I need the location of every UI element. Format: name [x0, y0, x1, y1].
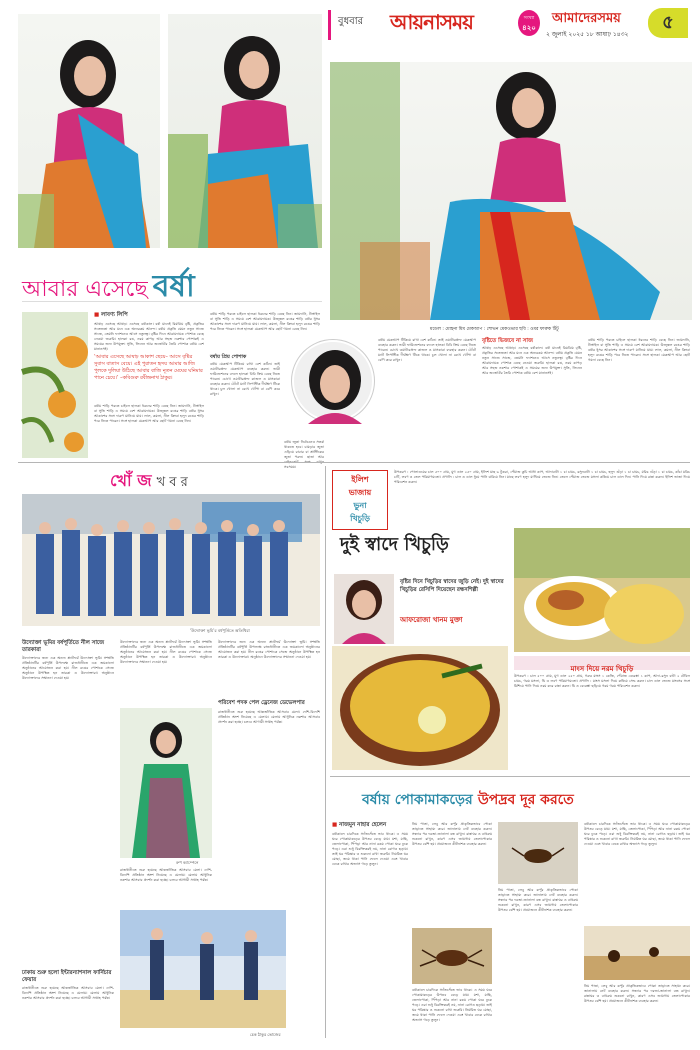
event-photo	[22, 494, 320, 626]
fashion-body-6: বর্ষায় মেকআপ টিকিয়ে রাখা বেশ কঠিন। তাই ওয়াটারপ্রুফ মেকআপ ব্যবহার করুন। ভারী ফাউন্ডেশনের বদলে হালকা বিবি ক্রিম বেছে নিতে পারেন। চোখে ওয়াটারপ্রুফ কাজল ও মাসকারা ব্যবহার করুন। ঠোঁটে ম্যাট লিপস্টিক দীর্ঘক্ষণ টিকে থাকে। চুল খোলা না রেখে খোঁপা বা বেণি করে রাখুন।	[378, 338, 476, 362]
insects-body-6: নিম পাতা, লেবু আর কর্পূর প্রাকৃতিকভাবে পোকা তাড়াতে সাহায্য করে। জানালায় নেট ব্যবহার করুন। সন্ধ্যার পর দরজা-জানালা বন্ধ রাখুন। রান্নাঘর ও বাথরুম শুকনো রাখুন, কারণ এসব জায়গায় তেলাপোকার উপদ্রব বেশি হয়। প্রয়োজনে কীটনাশক ব্যবহার করুন।	[584, 984, 690, 1003]
news-model-caption: রুপ ক্যাম্পেনে	[176, 860, 199, 865]
model-photo-main	[330, 62, 692, 320]
flower-art	[22, 312, 88, 458]
insects-body-5: বর্ষাকালে চারদিকে স্যাঁতসেঁতে ভাব থাকে। এ সময় ঘরে পোকামাকড়ের উপদ্রব বেড়ে যায়। মশা, মাছি, তেলাপোকা, পিঁপড়া আর নানা রকম পোকা ঘরে ঢুকে পড়ে। এরা শুধু বিরক্তিকরই নয়, নানা রোগও ছড়ায়। তাই ঘর পরিষ্কার ও শুকনো রাখা জরুরি। নিয়মিত ঘর মোছা, জমে থাকা পানি ফেলে দেওয়া এবং খাবার ঢেকে রাখার অভ্যাস গড়ে তুলুন।	[584, 822, 690, 846]
news-body-3: রাজধানীতে শুরু হয়েছে আন্তর্জাতিক আসবাব মেলা। দেশি-বিদেশি প্রতিষ্ঠান অংশ নিয়েছে এ মেলায়। মেলায় আধুনিক নকশার আসবাব প্রদর্শন করা হচ্ছে। চলবে আগামী সপ্তাহ পর্যন্ত।	[120, 868, 212, 882]
insects-photo-1	[412, 928, 492, 984]
news-headline-1: উদ্যোক্তা ভূমির বর্ষপূর্তিতে নীল সাজে তারকারা	[22, 640, 105, 653]
fashion-body-4: বর্ষায় মেকআপ টিকিয়ে রাখা বেশ কঠিন। তাই ওয়াটারপ্রুফ মেকআপ ব্যবহার করুন। ভারী ফাউন্ডেশনের বদলে হালকা বিবি ক্রিম বেছে নিতে পারেন। চোখে ওয়াটারপ্রুফ কাজল ও মাসকারা ব্যবহার করুন। ঠোঁটে ম্যাট লিপস্টিক দীর্ঘক্ষণ টিকে থাকে। চুল খোলা না রেখে খোঁপা বা বেণি করে রাখুন।	[210, 362, 280, 396]
header-accent-bar	[328, 10, 331, 40]
insects-body-4: নিম পাতা, লেবু আর কর্পূর প্রাকৃতিকভাবে পোকা তাড়াতে সাহায্য করে। জানালায় নেট ব্যবহার করুন। সন্ধ্যার পর দরজা-জানালা বন্ধ রাখুন। রান্নাঘর ও বাথরুম শুকনো রাখুন, কারণ এসব জায়গায় তেলাপোকার উপদ্রব বেশি হয়। প্রয়োজনে কীটনাশক ব্যবহার করুন।	[498, 888, 578, 912]
column-divider	[325, 466, 326, 1038]
khichuri-recipe-1: উপকরণ : পোলাওয়ের চাল ৫০০ গ্রাম, মুগ ডাল ২৫০ গ্রাম, ইলিশ মাছ ৬ টুকরা, পেঁয়াজ কুচি আধা কাপ, আদাবাটা ১ চা চামচ, রসুনবাটা ১ চা চামচ, হলুদ গুঁড়া ১ চা চামচ, মরিচ গুঁড়া ১ চা চামচ, কাঁচা মরিচ ৮টি, লবণ ও তেল পরিমাণমতো। প্রণালি : চাল ও ডাল ধুয়ে পানি ঝরিয়ে নিন। মাছে লবণ হলুদ মাখিয়ে ভেজে নিন। তেলে পেঁয়াজ ভেজে মসলা কষিয়ে চাল ডাল দিন। পানি দিয়ে রান্না করুন। ইলিশ ভাজা দিয়ে পরিবেশন করুন।	[394, 470, 690, 484]
byline-bullet-icon: ■	[94, 312, 100, 318]
page-header	[328, 8, 690, 46]
fashion-quote: ‘আবার এসেছে আষাঢ় আকাশ ছেয়ে– আসে বৃষ্টির সুবাস বাতাস বেয়ে। এই পুরাতন হৃদয় আমার আজি পুলকে দুলিয়া উঠিছে আবার বাজি নূতন মেঘের ঘনিমার পানে চেয়ে।’ –কবিগুরু রবীন্দ্রনাথ ঠাকুর।	[94, 354, 203, 381]
insects-body-2: নিম পাতা, লেবু আর কর্পূর প্রাকৃতিকভাবে পোকা তাড়াতে সাহায্য করে। জানালায় নেট ব্যবহার করুন। সন্ধ্যার পর দরজা-জানালা বন্ধ রাখুন। রান্নাঘর ও বাথরুম শুকনো রাখুন, কারণ এসব জায়গায় তেলাপোকার উপদ্রব বেশি হয়। প্রয়োজনে কীটনাশক ব্যবহার করুন।	[412, 822, 492, 846]
fashion-subhead: বর্ষায় প্রিয় পোশাক	[210, 354, 247, 360]
insects-photo-3	[584, 926, 690, 980]
khichuri-side-tag	[332, 470, 388, 530]
side-tag-line-4: খিচুড়ি	[350, 514, 370, 523]
khichuri-photo-top	[514, 528, 690, 652]
news-event-art	[120, 910, 286, 1028]
page-number-badge	[648, 8, 688, 38]
fashion-body-1: আষাঢ় এসেছে আষাঢ়। এসেছে বর্ষাকাল। বর্ষা মানেই রিমঝিম বৃষ্টি, প্রকৃতির সতেজতা আর মনে এক অন্যরকম আনন্দ। বর্ষায় প্রকৃতি যেমন নতুন সাজে সাজে, তেমনি ফ্যাশনেও আসে নতুনত্ব। বৃষ্টির দিনে আরামদায়ক পোশাক বেছে নেওয়া জরুরি। হালকা রঙ, নরম কাপড় আর সহজ নকশার পোশাকই এ সময়ের জন্য উপযুক্ত। সুতি, লিনেন আর জর্জেটের তৈরি পোশাক বর্ষায় বেশ মানানসই।	[94, 322, 204, 351]
khichuri-subhead	[514, 656, 690, 673]
fashion-body-8: বর্ষায় শাড়ি পরতে চাইলে হালকা ধরনের শাড়ি বেছে নিন। জামদানি, টাঙ্গাইল বা সুতি শাড়ি এ সময়ে বেশ আরামদায়ক। উজ্জ্বল রঙের শাড়ি বর্ষার ধূসর আকাশের সঙ্গে দারুণ মানিয়ে যায়। লাল, কমলা, নীল কিংবা হলুদ রঙের শাড়ি পরে নিতে পারেন। সঙ্গে হালকা মেকআপ আর ছোট গয়না বেছে নিন।	[588, 338, 690, 362]
news-headline-2: ঢাকায় শুরু হলো ইন্টারন্যাশনাল ফার্নিচার ফেয়ার	[22, 970, 112, 983]
issue-badge	[518, 10, 540, 36]
photo-credits: মডেল : মোহনা মিম মেকআপ : শোভন মেকওভার ছবি : ওমর ফারুক টিটু	[430, 327, 559, 332]
side-tag-line-2: ভাজায়	[348, 488, 372, 497]
model-photo-1-art	[18, 14, 160, 248]
fashion-body-7: আষাঢ় এসেছে আষাঢ়। এসেছে বর্ষাকাল। বর্ষা মানেই রিমঝিম বৃষ্টি, প্রকৃতির সতেজতা আর মনে এক অন্যরকম আনন্দ। বর্ষায় প্রকৃতি যেমন নতুন সাজে সাজে, তেমনি ফ্যাশনেও আসে নতুনত্ব। বৃষ্টির দিনে আরামদায়ক পোশাক বেছে নেওয়া জরুরি। হালকা রঙ, নরম কাপড় আর সহজ নকশার পোশাকই এ সময়ের জন্য উপযুক্ত। সুতি, লিনেন আর জর্জেটের তৈরি পোশাক বর্ষায় বেশ মানানসই।	[482, 346, 582, 375]
news-event-photo	[120, 910, 286, 1028]
issue-number: ৪২০	[522, 24, 536, 32]
author-art	[334, 574, 394, 644]
news-section-header	[110, 468, 188, 495]
model-portrait-circle	[292, 340, 374, 422]
khichuri-photo-main	[332, 646, 508, 770]
khichuri-recipe-2: উপকরণ : চাল ৫০০ গ্রাম, মুগ ডাল ২৫০ গ্রাম, গরুর মাংস ১ কেজি, পেঁয়াজ বেরেস্তা ১ কাপ, আদা-রসুন বাটা ২ টেবিল চামচ, গরম মসলা, ঘি ও লবণ পরিমাণমতো। প্রণালি : মাংস মসলা দিয়ে কষিয়ে সেদ্ধ করুন। চাল ডাল ভেজে মাংসের সঙ্গে মিশিয়ে পানি দিয়ে নরম করে রান্না করুন। ঘি ও বেরেস্তা ছড়িয়ে গরম গরম পরিবেশন করুন।	[514, 674, 690, 688]
header-date: ২ জুলাই ২০২৫ ১৮ আষাঢ় ১৪৩২	[546, 31, 629, 38]
author-photo	[334, 574, 394, 644]
fashion-headline-part1: আবার এসেছে	[22, 277, 148, 302]
header-weekday: বুধবার	[338, 16, 364, 27]
insects-photo-2	[498, 822, 578, 884]
news-body-2: উদ্যোক্তাদের জন্য এক অনন্য প্ল্যাটফর্ম উদ্যোক্তা ভূমি। সম্প্রতি প্রতিষ্ঠানটির বর্ষপূর্তি উপলক্ষে রাজধানীতে এক জমকালো অনুষ্ঠানের আয়োজন করা হয়। নীল রঙের পোশাকে সেজে অনুষ্ঠানে উপস্থিত হন তারকা ও উদ্যোক্তারা। অনুষ্ঠানে উদ্যোক্তাদের সম্মাননা দেওয়া হয়।	[120, 640, 212, 664]
model-photo-2	[168, 14, 322, 248]
event-photo-caption: ‘উদ্যোক্তা ভূমি’র বর্ষপূর্তিতে অতিথিরা	[190, 628, 250, 633]
news-model-photo	[120, 708, 212, 858]
khichuri-main-art	[332, 646, 508, 770]
insects-body-3: বর্ষাকালে চারদিকে স্যাঁতসেঁতে ভাব থাকে। এ সময় ঘরে পোকামাকড়ের উপদ্রব বেড়ে যায়। মশা, মাছি, তেলাপোকা, পিঁপড়া আর নানা রকম পোকা ঘরে ঢুকে পড়ে। এরা শুধু বিরক্তিকরই নয়, নানা রোগও ছড়ায়। তাই ঘর পরিষ্কার ও শুকনো রাখা জরুরি। নিয়মিত ঘর মোছা, জমে থাকা পানি ফেলে দেওয়া এবং খাবার ঢেকে রাখার অভ্যাস গড়ে তুলুন।	[412, 988, 492, 1022]
news-header-part2: খ ব র	[156, 475, 188, 490]
event-photo-art	[22, 494, 320, 626]
insects-body-1: বর্ষাকালে চারদিকে স্যাঁতসেঁতে ভাব থাকে। এ সময় ঘরে পোকামাকড়ের উপদ্রব বেড়ে যায়। মশা, মাছি, তেলাপোকা, পিঁপড়া আর নানা রকম পোকা ঘরে ঢুকে পড়ে। এরা শুধু বিরক্তিকরই নয়, নানা রোগও ছড়ায়। তাই ঘর পরিষ্কার ও শুকনো রাখা জরুরি। নিয়মিত ঘর মোছা, জমে থাকা পানি ফেলে দেওয়া এবং খাবার ঢেকে রাখার অভ্যাস গড়ে তুলুন।	[332, 832, 408, 866]
news-body-4: উদ্যোক্তাদের জন্য এক অনন্য প্ল্যাটফর্ম উদ্যোক্তা ভূমি। সম্প্রতি প্রতিষ্ঠানটির বর্ষপূর্তি উপলক্ষে রাজধানীতে এক জমকালো অনুষ্ঠানের আয়োজন করা হয়। নীল রঙের পোশাকে সেজে অনুষ্ঠানে উপস্থিত হন তারকা ও উদ্যোক্তারা। অনুষ্ঠানে উদ্যোক্তাদের সম্মাননা দেওয়া হয়।	[218, 640, 320, 659]
page-number: ৫	[662, 12, 674, 33]
news-headline-4: পরিবেশ পদক পেল ড্রেনেজ ডেভেলপার	[218, 700, 305, 706]
insects-headline-part2: উপদ্রব দূর করতে	[477, 792, 574, 808]
news-model-art	[120, 708, 212, 858]
insects-byline-bullet-icon: ■	[332, 822, 338, 828]
fashion-body-2: বর্ষায় শাড়ি পরতে চাইলে হালকা ধরনের শাড়ি বেছে নিন। জামদানি, টাঙ্গাইল বা সুতি শাড়ি এ সময়ে বেশ আরামদায়ক। উজ্জ্বল রঙের শাড়ি বর্ষার ধূসর আকাশের সঙ্গে দারুণ মানিয়ে যায়। লাল, কমলা, নীল কিংবা হলুদ রঙের শাড়ি পরে নিতে পারেন। সঙ্গে হালকা মেকআপ আর ছোট গয়না বেছে নিন।	[94, 404, 204, 423]
khichuri-author: আফরোজা খানম মুক্তা	[400, 616, 463, 624]
section-divider-1	[18, 462, 690, 463]
model-photo-2-art	[168, 14, 322, 248]
issue-label: সংখ্যা	[523, 16, 535, 21]
fashion-subhead-2: বৃষ্টিতে ভিজবে না সাজ	[482, 338, 533, 344]
insects-art-3	[584, 926, 690, 980]
model-photo-1	[18, 14, 160, 248]
fashion-headline	[22, 262, 322, 302]
news-body-1: উদ্যোক্তাদের জন্য এক অনন্য প্ল্যাটফর্ম উদ্যোক্তা ভূমি। সম্প্রতি প্রতিষ্ঠানটির বর্ষপূর্তি উপলক্ষে রাজধানীতে এক জমকালো অনুষ্ঠানের আয়োজন করা হয়। নীল রঙের পোশাকে সেজে অনুষ্ঠানে উপস্থিত হন তারকা ও উদ্যোক্তারা। অনুষ্ঠানে উদ্যোক্তাদের সম্মাননা দেওয়া হয়।	[22, 656, 114, 680]
khichuri-top-art	[514, 528, 690, 652]
insects-headline	[362, 788, 574, 812]
fashion-body-3: বর্ষায় শাড়ি পরতে চাইলে হালকা ধরনের শাড়ি বেছে নিন। জামদানি, টাঙ্গাইল বা সুতি শাড়ি এ সময়ে বেশ আরামদায়ক। উজ্জ্বল রঙের শাড়ি বর্ষার ধূসর আকাশের সঙ্গে দারুণ মানিয়ে যায়। লাল, কমলা, নীল কিংবা হলুদ রঙের শাড়ি পরে নিতে পারেন। সঙ্গে হালকা মেকআপ আর ছোট গয়না বেছে নিন।	[210, 312, 320, 331]
byline-name: লাবণ্য লিপি	[101, 312, 128, 318]
news-header-part1: খোঁ জ	[110, 471, 152, 490]
portrait-art	[294, 342, 376, 424]
paper-name-logo: আয়নাসময়	[390, 10, 473, 34]
insects-byline	[332, 822, 386, 830]
insects-byline-name: নাজমুন নাহার হেলেন	[339, 822, 387, 828]
fashion-byline	[94, 312, 128, 320]
cockroach-art	[412, 928, 492, 984]
side-tag-line-1: ইলিশ	[351, 475, 369, 484]
khichuri-intro: বৃষ্টির দিনে খিচুড়ির স্বাদের জুড়ি নেই। দুই স্বাদের খিচুড়ির রেসিপি দিয়েছেন রন্ধনশিল্পী	[400, 579, 504, 593]
khichuri-subhead-text: মাংস দিয়ে নরম খিচুড়ি	[570, 665, 634, 673]
news-body-6: রাজধানীতে শুরু হয়েছে আন্তর্জাতিক আসবাব মেলা। দেশি-বিদেশি প্রতিষ্ঠান অংশ নিয়েছে এ মেলায়। মেলায় আধুনিক নকশার আসবাব প্রদর্শন করা হচ্ছে। চলবে আগামী সপ্তাহ পর্যন্ত।	[22, 986, 114, 1000]
insects-headline-part1: বর্ষায় পোকামাকড়ের	[362, 792, 473, 808]
model-photo-main-art	[330, 62, 692, 320]
fashion-body-5: বর্ষায় জুতা নির্বাচনেও সতর্ক থাকতে হবে। চামড়ার জুতা এড়িয়ে রাবার বা প্লাস্টিকের জুতা পরুন। ছাতা আর সবসময়।	[284, 440, 324, 469]
side-tag-line-3: ভুনা	[353, 501, 367, 510]
news-body-5: রাজধানীতে শুরু হয়েছে আন্তর্জাতিক আসবাব মেলা। দেশি-বিদেশি প্রতিষ্ঠান অংশ নিয়েছে এ মেলায়। মেলায় আধুনিক নকশার আসবাব প্রদর্শন করা হচ্ছে। চলবে আগামী সপ্তাহ পর্যন্ত।	[218, 710, 320, 724]
khichuri-headline: দুই স্বাদে খিচুড়ি	[340, 534, 449, 555]
brand-logo: আমাদেরসময়	[552, 11, 621, 26]
insects-art-2	[498, 822, 578, 884]
section-divider-2	[330, 776, 690, 777]
flower-photo	[22, 312, 88, 458]
fashion-headline-part2: বর্ষা	[152, 269, 195, 304]
news-event-caption: চেক ঠাকুর ভোজের	[250, 1032, 281, 1037]
